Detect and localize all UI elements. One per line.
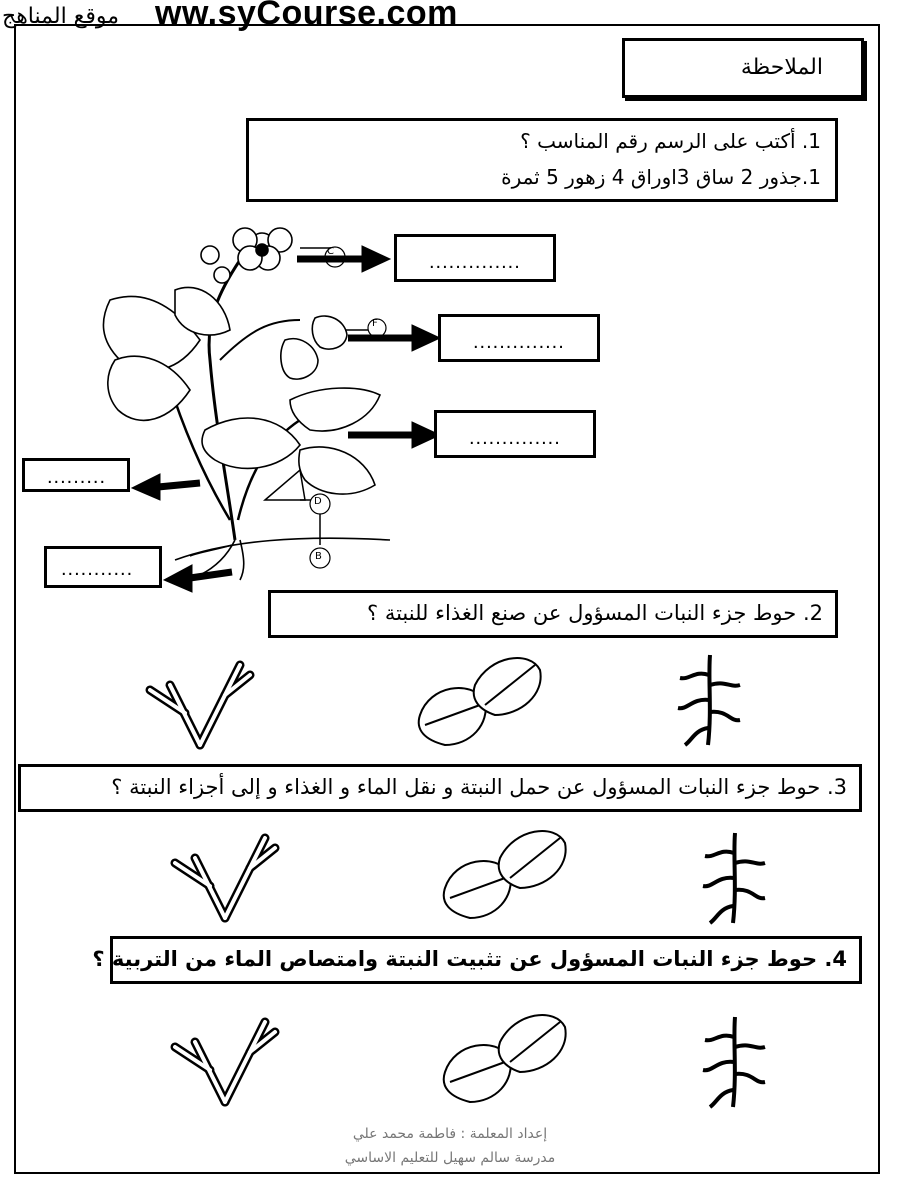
site-url: ww.syCourse.com [155, 0, 458, 32]
diagram-letter-d: D [314, 496, 322, 507]
question-3-prompt: 3. حوط جزء النبات المسؤول عن حمل النبتة و نقل الماء و الغذاء و إلى أجزاء النبتة ؟ [111, 775, 847, 799]
question-2-prompt: 2. حوط جزء النبات المسؤول عن صنع الغذاء للنبتة ؟ [367, 601, 823, 625]
diagram-letter-f: F [372, 318, 378, 329]
blank-leaf: .............. [469, 427, 561, 449]
site-name-arabic: موقع المناهج [2, 4, 120, 29]
footer-school: مدرسة سالم سهيل للتعليم الاساسي [344, 1150, 556, 1166]
blank-stem: ......... [47, 466, 107, 488]
question-1-prompt: 1. أكتب على الرسم رقم المناسب ؟ [520, 129, 821, 153]
blank-root: ........... [61, 558, 134, 580]
diagram-letter-b: B [315, 551, 322, 562]
diagram-letter-c: C [327, 246, 334, 257]
page-title: الملاحظة [740, 55, 823, 80]
footer-teacher: إعداد المعلمة : فاطمة محمد علي [352, 1126, 548, 1142]
blank-flower: .............. [429, 251, 521, 273]
blank-fruit: .............. [473, 331, 565, 353]
question-1-options: 1.جذور 2 ساق 3اوراق 4 زهور 5 ثمرة [501, 165, 821, 189]
question-4-prompt: 4. حوط جزء النبات المسؤول عن تثبيت النبتة وامتصاص الماء من التربية ؟ [92, 947, 847, 971]
